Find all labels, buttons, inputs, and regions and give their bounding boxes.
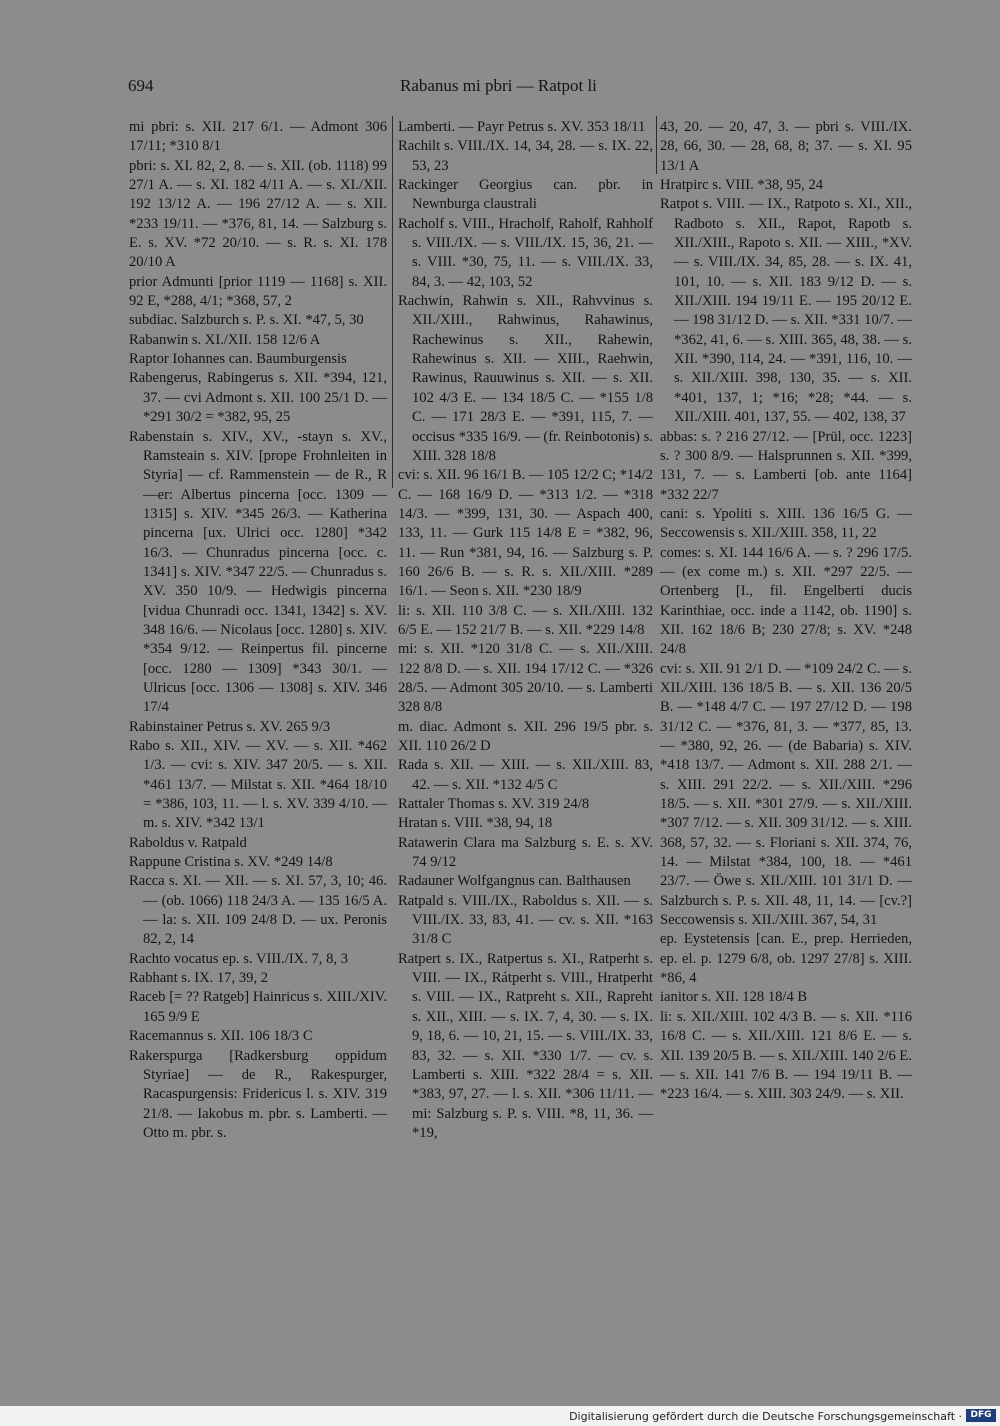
index-entry: Ratpald s. VIII./IX., Raboldus s. XII. — s. VIII./IX. 33, 83, 41. — cv. s. XII. *163 31/8 C [398, 892, 653, 948]
index-entry: li: s. XII. 110 3/8 C. — s. XII./XIII. 132 6/5 E. — 152 21/7 B. — s. XII. *229 14/8 [398, 602, 653, 638]
index-entry: Rackinger Georgius can. pbr. in Newnburga claustrali [398, 177, 653, 213]
index-entry: Rabanwin s. XI./XII. 158 12/6 A [129, 331, 321, 348]
index-entry: cani: s. Ypoliti s. XIII. 136 16/5 G. — Seccowensis s. XII./XIII. 358, 11, 22 [660, 505, 912, 542]
index-entry: Racca s. XI. — XII. — s. XI. 57, 3, 10; 46. — (ob. 1066) 118 24/3 A. — 135 16/5 A. — la: s. XII. 109 24/8 D. — ux. Peronis 82, 2, 14 [129, 873, 387, 948]
page-number: 694 [128, 76, 154, 95]
index-entry: Ratpot s. VIII. — IX., Ratpoto s. XI., XII., Radboto s. XII., Rapot, Rapotb s. XII./XIII., Rapoto s. XII. — XIII., *XV. — s. VIII./IX. 34, 85, 28. — s. IX. 41, 101, 10. — s. XII. 183 9/12 D. — s. XII./XIII. 194 19/11 E. — 195 20/12 E. — 198 31/12 D. — s. XII. *331 10/7. — *362, 41, 6. — s. XIII. 365, 48, 38. — s. XII. *390, 114, 24. — *391, 116, 10. — s. XII./XIII. 398, 130, 35. — s. XII. *401, 137, 1; *16; *28; *44. — s. XII./XIII. 401, 137, 55. — 402, 138, 37 [660, 196, 912, 426]
index-entry: cvi: s. XII. 96 16/1 B. — 105 12/2 C; *14/2 C. — 168 16/9 D. — *313 1/2. — *318 14/3. — *399, 131, 30. — Aspach 400, 133, 11. — Gurk 115 14/8 E = *382, 96, 11. — Run *381, 94, 16. — Salzburg s. P. 160 26/6 B. — s. R. s. XII./XIII. *289 16/1. — Seon s. XII. *230 18/9 [398, 467, 653, 600]
index-entry: subdiac. Salzburch s. P. s. XI. *47, 5, 30 [129, 312, 364, 329]
index-entry: Hratan s. VIII. *38, 94, 18 [398, 815, 553, 832]
index-entry: Rabhant s. IX. 17, 39, 2 [129, 970, 269, 987]
index-entry: Rabo s. XII., XIV. — XV. — s. XII. *462 1/3. — cvi: s. XIV. 347 20/5. — s. XII. *461 13/7. — Milstat s. XII. *464 18/10 = *386, 103, 11. — l. s. XV. 339 4/10. — m. s. XIV. *342 13/1 [129, 738, 387, 832]
index-entry: Hratpirc s. VIII. *38, 95, 24 [660, 177, 824, 194]
page-header [128, 76, 908, 100]
index-entry: Rappune Cristina s. XV. *249 14/8 [129, 854, 333, 871]
index-entry: 43, 20. — 20, 47, 3. — pbri s. VIII./IX. 28, 66, 30. — 28, 68, 8; 37. — s. XI. 95 13/1 A [660, 119, 912, 174]
index-entry: Racholf s. VIII., Hracholf, Raholf, Rahholf s. VIII./IX. — s. VIII./IX. 15, 36, 21. — s. VIII. *30, 75, 11. — s. VIII./IX. 33, 84, 3. — 42, 103, 52 [398, 215, 653, 290]
dfg-logo: DFG [966, 1409, 996, 1422]
index-entry: Raboldus v. Ratpald [129, 834, 247, 851]
index-entry: Rachwin, Rahwin s. XII., Rahvvinus s. XII./XIII., Rahwinus, Rahawinus, Rachewinus s. XII., Rahewin, Rahewinus s. XII. — XIII., Raehwin, Rawinus, Rauuwinus s. XII. — s. XII. 102 4/3 E. — 134 18/5 C. — *155 1/8 C. — 171 28/3 E. — *391, 115, 7. — occisus *335 16/9. — (fr. Reinbotonis) s. XIII. 328 18/8 [398, 293, 653, 464]
column-separator [392, 116, 393, 488]
index-entry: cvi: s. XII. 91 2/1 D. — *109 24/2 C. — s. XII./XIII. 136 18/5 B. — s. XII. 136 20/5 B. — *148 4/7 C. — 197 27/12 D. — 198 31/12 C. — *376, 81, 3. — *377, 85, 13. — *380, 92, 26. — (de Babaria) s. XIV. *418 13/7. — Admont s. XII. 288 2/1. — s. XIII. 291 22/2. — s. XII./XIII. *296 18/5. — s. XII. *301 27/9. — s. XII./XIII. *307 7/12. — s. XII. 309 31/12. — s. XIII. 368, 57, 32. — s. Floriani s. XII. 374, 76, 14. — Milstat *384, 100, 18. — *461 23/7. — Öwe s. XII./XIII. 101 31/1 D. — Salzburch s. P. s. XII. 48, 11, 14. — [cv.?] Seccowensis s. XII./XIII. 367, 54, 31 [660, 660, 912, 929]
index-entry: Rada s. XII. — XIII. — s. XII./XIII. 83, 42. — s. XII. *132 4/5 C [398, 757, 653, 793]
index-entry: Lamberti. — Payr Petrus s. XV. 353 18/11 [398, 119, 646, 135]
index-entry: Ratawerin Clara ma Salzburg s. E. s. XV. 74 9/12 [398, 834, 653, 871]
index-entry: Raceb [= ?? Ratgeb] Hainricus s. XIII./XIV. 165 9/9 E [129, 989, 387, 1025]
index-entry: li: s. XII./XIII. 102 4/3 B. — s. XII. *116 16/8 C. — s. XII./XIII. 121 8/6 E. — s. XII. 139 20/5 B. — s. XII./XIII. 140 2/6 E. — s. XII. 141 7/6 B. — 194 19/11 B. — *223 16/4. — s. XIII. 303 24/9. — s. XII. [660, 1008, 912, 1103]
index-entry: ianitor s. XII. 128 18/4 B [660, 989, 808, 1006]
index-entry: mi pbri: s. XII. 217 6/1. — Admont 306 17/11; *310 8/1 [129, 119, 387, 155]
index-column-1 [129, 118, 387, 1143]
index-entry: prior Admunti [prior 1119 — 1168] s. XII. 92 E, *288, 4/1; *368, 57, 2 [129, 273, 387, 310]
index-entry: Rabenstain s. XIV., XV., -stayn s. XV., Ramsteain s. XIV. [prope Frohnleiten in Styria] — cf. Rammenstein — de R., R—er: Albertus pincerna [occ. 1309 — 1315] s. XIV. *345 26/3. — Katherina pincerna [ux. Ulrici occ. 1280] *342 16/3. — Chunradus pincerna [occ. c. 1341] s. XIV. *347 22/5. — Chunradus s. XV. 350 10/9. — Hedwigis pincerna [vidua Chunradi occ. 1341, 1342] s. XV. 348 16/6. — Nicolaus [occ. 1280] s. XIV. *354 9/12. — Reinpertus fil. pincerne [occ. 1280 — 1309] *343 30/1. — Ulricus [occ. 1306 — 1308] s. XIV. 346 17/4 [129, 428, 387, 716]
index-entry: m. diac. Admont s. XII. 296 19/5 pbr. s. XII. 110 26/2 D [398, 718, 653, 754]
running-title: Rabanus mi pbri — Ratpot li [400, 76, 597, 95]
index-entry: abbas: s. ? 216 27/12. — [Prül, occ. 1223] s. ? 300 8/9. — Halsprunnen s. XII. *399, 131, 7. — s. Lamberti [ob. ante 1164] *332 22/7 [660, 428, 912, 503]
index-entry: comes: s. XI. 144 16/6 A. — s. ? 296 17/5. — (ex come m.) s. XII. *297 22/5. — Ortenberg [I., fil. Engelberti ducis Karinthiae, occ. inde a 1142, ob. 1190] s. XII. 162 18/6 B; 230 27/8; s. XV. *248 24/8 [660, 544, 912, 658]
index-entry: Racemannus s. XII. 106 18/3 C [129, 1028, 313, 1045]
index-entry: Rachilt s. VIII./IX. 14, 34, 28. — s. IX. 22, 53, 23 [398, 138, 653, 174]
index-entry: Radauner Wolfgangnus can. Balthausen [398, 873, 631, 890]
index-entry: Rabinstainer Petrus s. XV. 265 9/3 [129, 718, 331, 735]
index-column-3 [660, 118, 912, 1105]
index-entry: Rabengerus, Rabingerus s. XII. *394, 121, 37. — cvi Admont s. XII. 100 25/1 D. — *291 30/2 = *382, 95, 25 [129, 370, 387, 426]
index-entry: Rachto vocatus ep. s. VIII./IX. 7, 8, 3 [129, 950, 348, 967]
index-entry: Ratpert s. IX., Ratpertus s. XI., Ratperht s. VIII. — IX., Rátperht s. VIII., Hratperht s. VIII. — IX., Ratpreht s. XII., Rapreht s. XII., XIII. — s. IX. 7, 4, 30. — s. IX. 9, 18, 6. — 10, 21, 15. — s. VIII./IX. 33, 83, 32. — s. XII. *330 1/7. — cv. s. Lamberti s. XIII. *322 28/4 = s. XII. *383, 97, 27. — l. s. XII. *306 11/11. — mi: Salzburg s. P. s. VIII. *8, 11, 36. — *19, [398, 950, 653, 1141]
index-entry: Rattaler Thomas s. XV. 319 24/8 [398, 796, 590, 813]
footer-bar [0, 1406, 1000, 1426]
index-entry: Rakerspurga [Radkersburg oppidum Styriae] — de R., Rakespurger, Racaspurgensis: Fridericus l. s. XIV. 319 21/8. — Iakobus m. pbr. s. Lamberti. — Otto m. pbr. s. [129, 1047, 387, 1141]
column-separator [656, 116, 657, 174]
index-entry: pbri: s. XI. 82, 2, 8. — s. XII. (ob. 1118) 99 27/1 A. — s. XI. 182 4/11 A. — s. XI./XII. 192 13/12 A. — 196 27/12 A. — s. XII. *233 19/11. — *376, 81, 14. — Salzburg s. E. s. XV. *72 20/10. — s. R. s. XI. 178 20/10 A [129, 157, 387, 271]
index-entry: Raptor Iohannes can. Baumburgensis [129, 351, 347, 368]
index-entry: ep. Eystetensis [can. E., prep. Herrieden, ep. el. p. 1279 6/8, ob. 1297 27/8] s. XIII. *86, 4 [660, 931, 912, 987]
index-column-2 [398, 118, 653, 1143]
index-entry: mi: s. XII. *120 31/8 C. — s. XII./XIII. 122 8/8 D. — s. XII. 194 17/12 C. — *326 28/5. — Admont 305 20/10. — s. Lamberti 328 8/8 [398, 641, 653, 716]
funding-notice: Digitalisierung gefördert durch die Deutsche Forschungsgemeinschaft · [569, 1410, 962, 1423]
